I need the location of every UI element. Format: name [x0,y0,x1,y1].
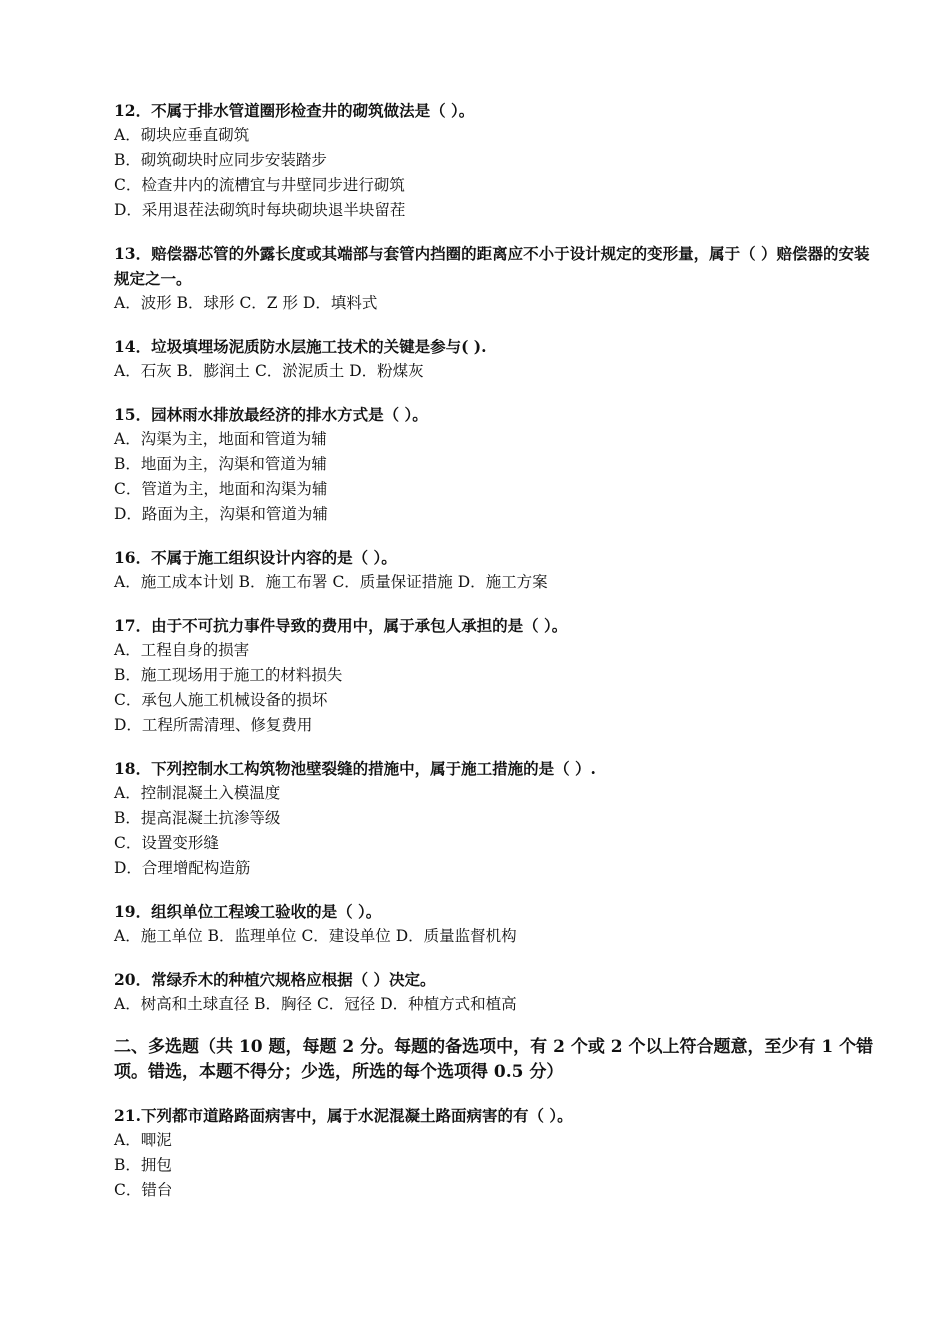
question-20 [114,967,874,1017]
question-stem: 19．组织单位工程竣工验收的是（ ）。 [114,902,382,921]
options-inline: A．树高和土球直径 B．胸径 C．冠径 D．种植方式和植高 [114,995,517,1013]
option-b: B．拥包 [114,1156,172,1174]
option-b: B．砌筑砌块时应同步安装踏步 [114,151,327,169]
option-c: C．管道为主，地面和沟渠为辅 [114,480,328,498]
option-c: C．错台 [114,1181,173,1199]
question-12 [114,98,874,223]
options-inline: A．石灰 B．膨润土 C．淤泥质土 D．粉煤灰 [114,362,424,380]
option-b: B．地面为主，沟渠和管道为辅 [114,455,327,473]
option-c: C．设置变形缝 [114,834,219,852]
option-a: A．砌块应垂直砌筑 [114,126,250,144]
question-stem: 18．下列控制水工构筑物池壁裂缝的措施中，属于施工措施的是（ ）. [114,759,596,778]
options-inline: A．施工成本计划 B．施工布署 C．质量保证措施 D．施工方案 [114,573,548,591]
option-d: D．采用退茬法砌筑时每块砌块退半块留茬 [114,201,406,219]
option-b: B．提高混凝土抗渗等级 [114,809,281,827]
question-19 [114,899,874,949]
question-stem: 15．园林雨水排放最经济的排水方式是（ ）。 [114,405,428,424]
option-b: B．施工现场用于施工的材料损失 [114,666,343,684]
option-c: C．承包人施工机械设备的损坏 [114,691,328,709]
question-stem: 21.下列都市道路路面病害中，属于水泥混凝土路面病害的有（ ）。 [114,1106,573,1125]
option-a: A．控制混凝土入模温度 [114,784,281,802]
question-stem: 17．由于不可抗力事件导致的费用中，属于承包人承担的是（ ）。 [114,616,568,635]
option-d: D．合理增配构造筋 [114,859,251,877]
option-c: C．检查井内的流槽宜与井壁同步进行砌筑 [114,176,405,194]
question-21 [114,1103,874,1203]
section-title: 二、多选题（共 10 题，每题 2 分。每题的备选项中，有 2 个或 2 个以上符合题意，至少有 1 个错项。错选，本题不得分；少选，所选的每个选项得 0.5 分） [114,1037,874,1082]
question-16 [114,545,874,595]
question-stem: 20．常绿乔木的种植穴规格应根据（ ）决定。 [114,970,436,989]
question-stem: 13．赔偿器芯管的外露长度或其端部与套管内挡圈的距离应不小于设计规定的变形量，属于（ ）赔偿器的安装规定之一。 [114,244,870,288]
option-a: A．工程自身的损害 [114,641,250,659]
option-a: A．唧泥 [114,1131,172,1149]
option-d: D．工程所需清理、修复费用 [114,716,313,734]
question-18 [114,756,874,881]
question-13 [114,241,874,316]
question-stem: 14．垃圾填埋场泥质防水层施工技术的关键是参与( ). [114,337,487,356]
options-inline: A．波形 B．球形 C．Z 形 D．填料式 [114,294,378,312]
exam-page [114,98,874,1221]
option-d: D．路面为主，沟渠和管道为辅 [114,505,328,523]
question-15 [114,402,874,527]
question-17 [114,613,874,738]
options-inline: A．施工单位 B．监理单位 C．建设单位 D．质量监督机构 [114,927,517,945]
question-14 [114,334,874,384]
section-2 [114,1035,874,1085]
question-stem: 12．不属于排水管道圈形检查井的砌筑做法是（ ）。 [114,101,475,120]
question-stem: 16．不属于施工组织设计内容的是（ ）。 [114,548,397,567]
option-a: A．沟渠为主，地面和管道为辅 [114,430,327,448]
